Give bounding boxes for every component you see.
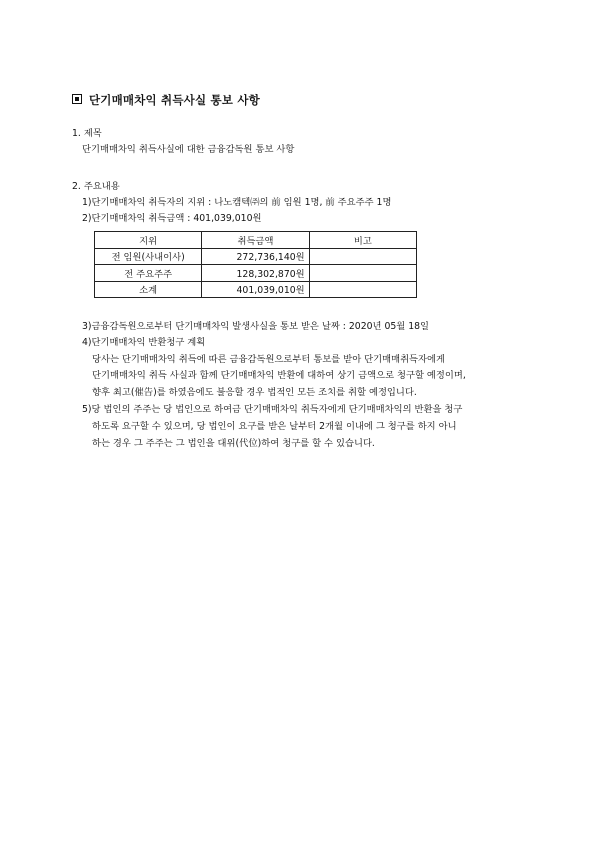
acquisition-table — [94, 231, 417, 298]
item5-line: 하도록 요구할 수 있으며, 당 법인이 요구를 받은 날부터 2개월 이내에 그 청구를 하지 아니 — [92, 421, 457, 432]
table-cell-note — [309, 281, 416, 298]
table-header-row — [95, 232, 417, 249]
table-cell-position: 소계 — [95, 281, 202, 298]
table-cell-note — [309, 265, 416, 282]
document-title — [72, 92, 260, 108]
table-cell-position: 전 임원(사내이사) — [95, 248, 202, 265]
item4-line: 당사는 단기매매차익 취득에 따른 금융감독원으로부터 통보를 받아 단기매매취득자에게 — [92, 354, 445, 365]
table-header-position: 지위 — [95, 232, 202, 249]
table-row — [95, 281, 417, 298]
square-bullet-icon — [72, 94, 82, 104]
table-row — [95, 265, 417, 282]
table-header-note: 비고 — [309, 232, 416, 249]
section1-body: 단기매매차익 취득사실에 대한 금융감독원 통보 사항 — [82, 144, 295, 155]
section1-heading: 1. 제목 — [72, 128, 102, 139]
table-cell-note — [309, 248, 416, 265]
document-title-text: 단기매매차익 취득사실 통보 사항 — [89, 93, 260, 107]
section2-item1: 1)단기매매차익 취득자의 지위 : 나노캠텍㈜의 前 임원 1명, 前 주요주주 1명 — [82, 197, 392, 208]
table-header-amount: 취득금액 — [202, 232, 309, 249]
table-cell-position: 전 주요주주 — [95, 265, 202, 282]
section2-heading: 2. 주요내용 — [72, 181, 120, 192]
table-row — [95, 248, 417, 265]
table-cell-amount: 128,302,870원 — [202, 265, 309, 282]
section2-item2: 2)단기매매차익 취득금액 : 401,039,010원 — [82, 213, 262, 224]
section2-item4: 4)단기매매차익 반환청구 계획 — [82, 337, 206, 348]
item5-line: 5)당 법인의 주주는 당 법인으로 하여금 단기매매차익 취득자에게 단기매매차익의 반환을 청구 — [82, 404, 463, 415]
section2-item3: 3)금융감독원으로부터 단기매매차익 발생사실을 통보 받은 날짜 : 2020년 05월 18일 — [82, 321, 430, 332]
item4-line: 단기매매차익 취득 사실과 함께 단기매매차익 반환에 대하여 상기 금액으로 청구할 예정이며, — [92, 370, 466, 381]
item4-line: 향후 최고(催告)를 하였음에도 불응할 경우 법적인 모든 조치를 취할 예정입니다. — [92, 387, 417, 398]
table-cell-amount: 272,736,140원 — [202, 248, 309, 265]
item5-line: 하는 경우 그 주주는 그 법인을 대위(代位)하여 청구를 할 수 있습니다. — [92, 438, 375, 449]
table-cell-amount: 401,039,010원 — [202, 281, 309, 298]
